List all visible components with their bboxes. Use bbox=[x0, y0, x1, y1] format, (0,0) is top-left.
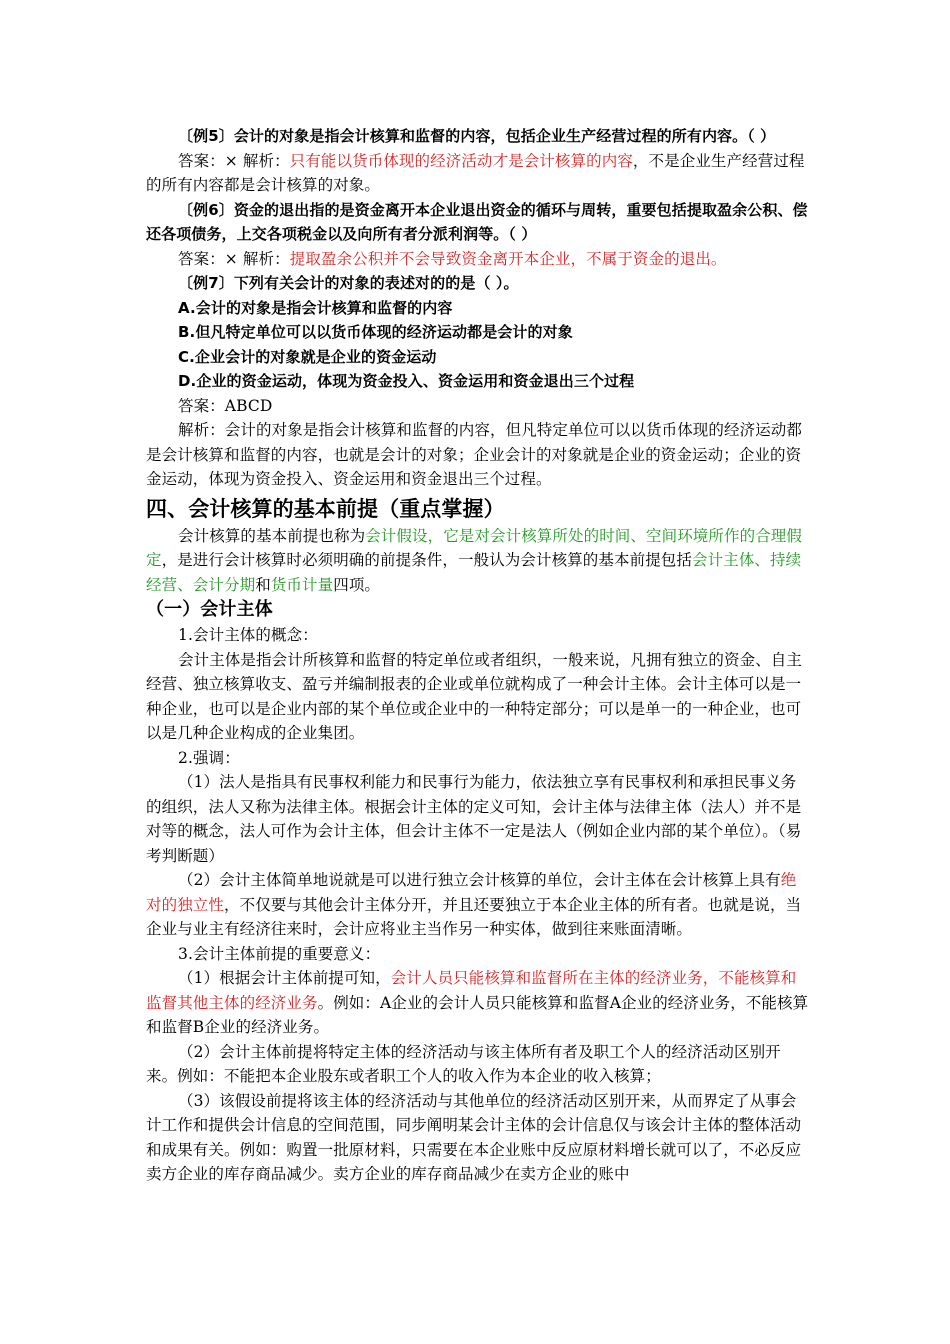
option-a: A.会计的对象是指会计核算和监督的内容 bbox=[178, 298, 453, 317]
significance-label: 3.会计主体前提的重要意义： bbox=[178, 944, 381, 963]
significance-2: （2）会计主体前提将特定主体的经济活动与该主体所有者及职工个人的经济活动区别开来。例如：不能把本企业股东或者职工个人的收入作为本企业的收入核算； bbox=[146, 1042, 781, 1085]
significance-1 bbox=[146, 966, 810, 1040]
answer-highlight: 只有能以货币体现的经济活动才是会计核算的内容 bbox=[289, 151, 633, 170]
emphasis-text: ，不仅要与其他会计主体分开，并且还要独立于本企业主体的所有者。也就是说，当企业与业主有经济往来时，会计应将业主当作另一种实体，做到往来账面清晰。 bbox=[146, 895, 802, 938]
significance-3: （3）该假设前提将该主体的经济活动与其他单位的经济活动区别开来，从而界定了从事会计工作和提供会计信息的空间范围，同步阐明某会计主体的会计信息仅与该会计主体的整体活动和成果有关。例如：购置一批原材料，只需要在本企业账中反应原材料增长就可以了，不必反应卖方企业的库存商品减少。卖方企业的库存商品减少在卖方企业的账中 bbox=[146, 1091, 802, 1183]
intro-highlight: 会计假设 bbox=[365, 526, 428, 545]
document-content bbox=[146, 124, 810, 1187]
intro-highlight: 会计主体、持续经营、会计分期 bbox=[146, 551, 802, 594]
section-4-heading: 四、会计核算的基本前提（重点掌握） bbox=[146, 496, 505, 521]
example-7-analysis: 解析：会计的对象是指会计核算和监督的内容，但凡特定单位可以以货币体现的经济运动都是会计核算和监督的内容，也就是会计的对象；企业会计的对象就是企业的资金运动；企业的资金运动，体现为资金投入、资金运用和资金退出三个过程。 bbox=[146, 421, 803, 488]
intro-highlight: 货币计量 bbox=[270, 575, 334, 594]
answer-label: 答案：× 解析： bbox=[178, 249, 290, 268]
example-7-answer: 答案：ABCD bbox=[178, 396, 273, 415]
emphasis-1: （1）法人是指具有民事权利能力和民事行为能力，依法独立享有民事权利和承担民事义务的组织，法人又称为法律主体。根据会计主体的定义可知，会计主体与法律主体（法人）并不是对等的概念，法人可作为会计主体，但会计主体不一定是法人（例如企业内部的某个单位）。（易考判断题） bbox=[146, 773, 802, 865]
answer-label: 答案：× 解析： bbox=[178, 151, 290, 170]
concept-label: 1.会计主体的概念： bbox=[178, 626, 318, 644]
emphasis-text: （2）会计主体简单地说就是可以进行独立会计核算的单位，会计主体在会计核算上具有 bbox=[178, 871, 781, 889]
concept-text: 会计主体是指会计所核算和监督的特定单位或者组织，一般来说，凡拥有独立的资金、自主经营、独立核算收支、盈亏并编制报表的企业或单位就构成了一种会计主体。会计主体可以是一种企业，也可以是企业内部的某个单位或企业中的一种特定部分；可以是单一的一种企业，也可以是几种企业构成的企业集团。 bbox=[146, 650, 803, 742]
option-b: B.但凡特定单位可以以货币体现的经济运动都是会计的对象 bbox=[178, 323, 573, 341]
intro-text: ，是进行会计核算时必须明确的前提条件，一般认为会计核算的基本前提包括 bbox=[161, 551, 693, 569]
subsection-1-heading: （一）会计主体 bbox=[146, 599, 273, 620]
option-c: C.企业会计的对象就是企业的资金运动 bbox=[178, 347, 437, 366]
emphasis-highlight: 绝对的独立性 bbox=[146, 871, 797, 914]
emphasis-2 bbox=[146, 868, 810, 942]
intro-highlight: ，它是对会计核算所处的时间、空间环境所作的合理假定 bbox=[146, 526, 803, 569]
answer-text: ，不是企业生产经营过程的所有内容都是会计核算的对象。 bbox=[146, 151, 805, 194]
intro-text: 会计核算的基本前提也称为 bbox=[178, 526, 366, 545]
option-d: D.企业的资金运动，体现为资金投入、资金运用和资金退出三个过程 bbox=[178, 372, 635, 390]
emphasis-label: 2.强调： bbox=[178, 748, 240, 767]
example-5-answer bbox=[146, 149, 810, 198]
intro-text: 四项。 bbox=[333, 575, 381, 594]
intro-text: 和 bbox=[255, 575, 271, 594]
example-6-answer bbox=[146, 247, 810, 272]
section-4-intro bbox=[146, 524, 810, 598]
answer-highlight: 提取盈余公积并不会导致资金离开本企业，不属于资金的退出。 bbox=[289, 249, 727, 268]
example-5-question: 〔例5〕会计的对象是指会计核算和监督的内容，包括企业生产经营过程的所有内容。（ ） bbox=[178, 127, 776, 145]
significance-text: 。例如：A企业的会计人员只能核算和监督A企业的经济业务，不能核算和监督B企业的经济业务。 bbox=[146, 993, 809, 1036]
example-7-question: 〔例7〕下列有关会计的对象的表述对的的是（ ）。 bbox=[178, 274, 519, 292]
significance-highlight: 会计人员只能核算和监督所在主体的经济业务，不能核算和监督其他主体的经济业务 bbox=[146, 969, 797, 1012]
example-6-question: 〔例6〕资金的退出指的是资金离开本企业退出资金的循环与周转，重要包括提取盈余公积、偿还各项债务，上交各项税金以及向所有者分派利润等。（ ） bbox=[146, 200, 808, 243]
significance-text: （1）根据会计主体前提可知， bbox=[178, 969, 391, 987]
